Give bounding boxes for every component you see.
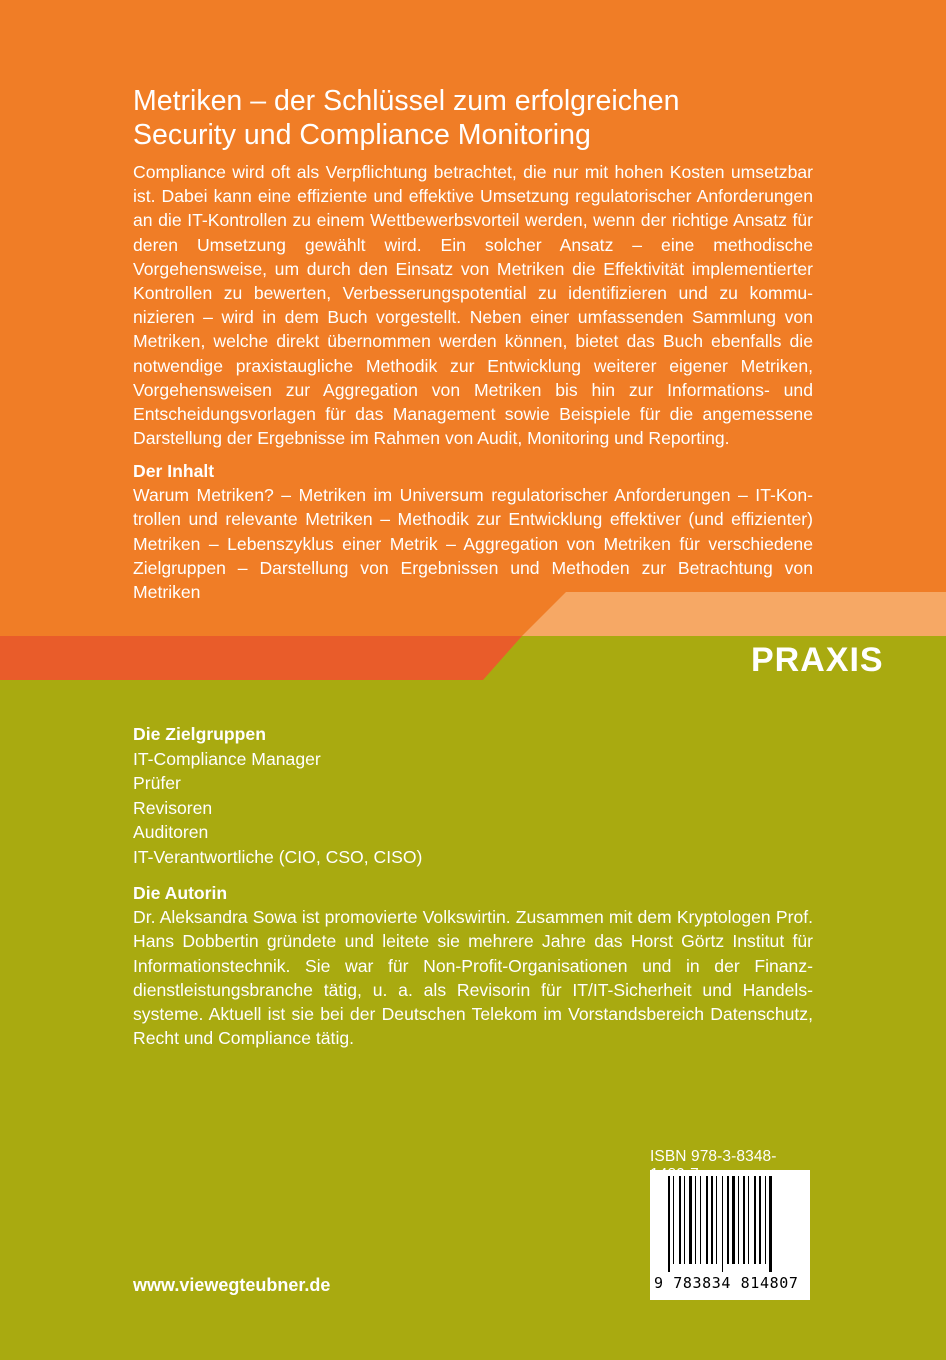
barcode-bar bbox=[748, 1176, 749, 1264]
isbn-block bbox=[650, 1148, 810, 1301]
barcode-bar bbox=[716, 1176, 717, 1264]
book-title bbox=[133, 84, 833, 152]
autorin-section bbox=[133, 881, 813, 1050]
barcode-bar bbox=[743, 1176, 745, 1264]
zielgruppe-item: IT-Verantwortliche (CIO, CSO, CISO) bbox=[133, 846, 423, 867]
intro-paragraph: Compliance wird oft als Verpflichtung betrachtet, die nur mit hohen Kosten umsetzbar ist. Dabei kann eine effiziente und effektive Umsetzung regulatorischer Anforderungen an die IT-Kontrollen zu einem Wettbewerbsvorteil werden, wenn der richtige Ansatz für deren Umsetzung gewählt wird. Ein solcher Ansatz – eine methodische Vorgehensweise, um durch den Einsatz von Metriken die Effektivität implementierter Kontrollen zu bewerten, Verbesserungspotential zu identifizieren und zu kommunizieren – wird in dem Buch vorgestellt. Neben einer umfassenden Sammlung von Metriken, welche direkt übernommen werden können, bietet das Buch ebenfalls die notwendige praxistaugliche Methodik zur Entwicklung weiterer eigener Metriken, Vorgehensweisen zur Aggregation von Metriken bis hin zur Informations- und Entscheidungsvorlagen für das Management sowie Beispiele für die angemessene Darstellung der Ergebnisse im Rahmen von Audit, Monitoring und Reporting. bbox=[133, 162, 813, 449]
praxis-label: PRAXIS bbox=[751, 641, 884, 679]
barcode-bar bbox=[689, 1176, 692, 1264]
barcode-bar bbox=[769, 1176, 772, 1272]
zielgruppen-heading: Die Zielgruppen bbox=[133, 724, 266, 744]
barcode-bar bbox=[727, 1176, 729, 1264]
barcode-bar bbox=[684, 1176, 685, 1264]
zielgruppe-item: IT-Compliance Manager bbox=[133, 748, 321, 769]
barcode-digits: 9 783834 814807 bbox=[654, 1274, 799, 1292]
barcode-bar bbox=[679, 1176, 681, 1264]
barcode-bar bbox=[765, 1176, 766, 1264]
barcode-bar bbox=[700, 1176, 701, 1264]
zielgruppe-item: Prüfer bbox=[133, 773, 181, 794]
autorin-text: Dr. Aleksandra Sowa ist promovierte Volkswirtin. Zusammen mit dem Kryptologen Prof. Hans Dobbertin gründete und leitete sie mehrere Jahre das Horst Görtz Institut für Informationstechnik. Sie war für Non-Profit-Organisationen und in der Finanzdienstleistungsbranche tätig, u. a. als Revisorin für IT/IT-Sicherheit und Handelssysteme. Aktuell ist sie bei der Deutschen Telekom im Vorstandsbereich Datenschutz, Recht und Compliance tätig. bbox=[133, 907, 813, 1049]
isbn-label: ISBN 978-3-8348- bbox=[650, 1148, 777, 1165]
barcode-bar bbox=[738, 1176, 739, 1264]
barcode-bar bbox=[695, 1176, 696, 1264]
barcode-bar bbox=[668, 1176, 670, 1272]
title-line-2: Security und Compliance Monitoring bbox=[133, 119, 591, 151]
autorin-heading: Die Autorin bbox=[133, 883, 228, 903]
barcode-bar bbox=[706, 1176, 708, 1264]
barcode-bars bbox=[650, 1170, 810, 1274]
zielgruppe-item: Auditoren bbox=[133, 822, 209, 843]
barcode-bar bbox=[673, 1176, 674, 1264]
barcode-bar bbox=[732, 1176, 735, 1264]
dark-orange-stripe bbox=[0, 636, 522, 680]
inhalt-text: Warum Metriken? – Metriken im Universum regulatorischer Anforderungen – IT-Kontrollen und relevante Metriken – Methodik zur Entwicklung effektiver (und effizienter) Metriken – Lebenszyklus einer Metrik – Aggregation von Metriken für verschiedene Zielgruppen – Darstellung von Ergebnissen und Methoden zur Betrachtung von Metriken bbox=[133, 485, 813, 603]
publisher-website[interactable]: www.viewegteubner.de bbox=[133, 1275, 331, 1295]
barcode bbox=[650, 1170, 810, 1300]
barcode-bar bbox=[754, 1176, 756, 1264]
zielgruppen-section bbox=[133, 722, 422, 870]
barcode-bar bbox=[711, 1176, 713, 1264]
zielgruppe-item: Revisoren bbox=[133, 797, 213, 818]
barcode-bar bbox=[759, 1176, 761, 1264]
inhalt-section bbox=[133, 459, 813, 604]
barcode-bar bbox=[722, 1176, 723, 1272]
title-line-1: Metriken – der Schlüssel zum erfolgreichen bbox=[133, 85, 680, 117]
inhalt-heading: Der Inhalt bbox=[133, 461, 215, 481]
